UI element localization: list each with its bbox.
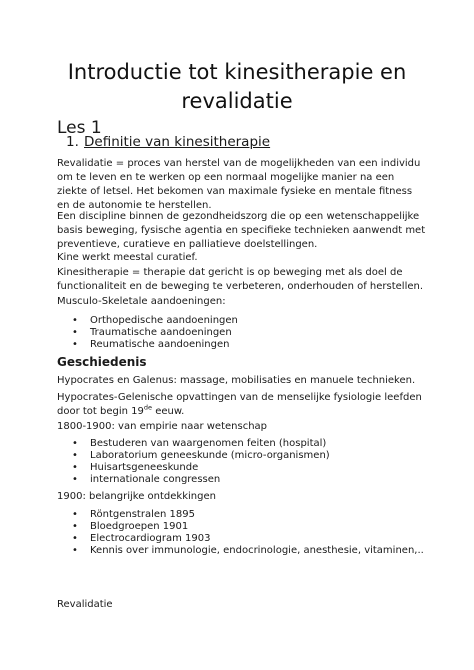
list-item (57, 474, 427, 486)
list-item (57, 509, 427, 521)
paragraph-hypocrates-galenus: Hypocrates en Galenus: massage, mobilisaties en manuele technieken. (57, 375, 416, 386)
document-title: Introductie tot kinesitherapie en revalidatie (67, 60, 407, 113)
bullet-icon: • (72, 474, 78, 485)
paragraph-opvattingen (57, 391, 427, 419)
paragraph-musculo-skeletaal: Musculo-Skeletale aandoeningen: (57, 296, 226, 307)
paragraph-revalidatie: Revalidatie = proces van herstel van de mogelijkheden van een individu om te leven en te werken op een normaal mogelijke manier na een ziekte of letsel. Het bekomen van maximale fysieke en mentale fitness en de autonomie te herstellen. (57, 158, 421, 211)
list-item-text: Bestuderen van waargenomen feiten (hospital) (90, 438, 327, 449)
bullet-icon: • (72, 339, 78, 350)
bullet-icon: • (72, 509, 78, 520)
paragraph-1800-1900: 1800-1900: van empirie naar wetenschap (57, 421, 268, 432)
list-item (57, 339, 427, 351)
paragraph-text: eeuw. (152, 406, 185, 417)
list-item (57, 521, 427, 533)
bullet-icon: • (72, 545, 78, 556)
list-item (57, 438, 427, 450)
bullet-icon: • (72, 315, 78, 326)
list-item-text: Orthopedische aandoeningen (90, 315, 238, 326)
list-item-text: Traumatische aandoeningen (90, 327, 232, 338)
list-item-text: Huisartsgeneeskunde (90, 462, 199, 473)
list-item-text: Reumatische aandoeningen (90, 339, 230, 350)
list-item-text: Röntgenstralen 1895 (90, 509, 195, 520)
bullet-icon: • (72, 521, 78, 532)
list-item (57, 545, 427, 557)
geschiedenis-heading: Geschiedenis (57, 355, 147, 369)
paragraph-text: Hypocrates-Gelenische opvattingen van de menselijke fysiologie leefden door tot begin 19 (57, 392, 422, 417)
list-item (57, 462, 427, 474)
bullet-icon: • (72, 450, 78, 461)
bullet-icon: • (72, 462, 78, 473)
bullet-icon: • (72, 533, 78, 544)
section-heading-definitie (66, 134, 270, 150)
list-ontdekkingen (57, 509, 427, 557)
list-item (57, 450, 427, 462)
section-label: Definitie van kinesitherapie (84, 134, 271, 150)
paragraph-1900: 1900: belangrijke ontdekkingen (57, 491, 216, 502)
superscript: de (143, 403, 153, 412)
list-item-text: Kennis over immunologie, endocrinologie, anesthesie, vitaminen,.. (90, 545, 424, 556)
list-item (57, 533, 427, 545)
paragraph-kinesitherapie: Kinesitherapie = therapie dat gericht is op beweging met als doel de functionaliteit en de beweging te verbeteren, onderhouden of herstellen. (57, 267, 424, 292)
bullet-icon: • (72, 438, 78, 449)
list-item-text: Laboratorium geneeskunde (micro-organismen) (90, 450, 330, 461)
list-item-text: Bloedgroepen 1901 (90, 521, 189, 532)
paragraph-discipline: Een discipline binnen de gezondheidszorg die op een wetenschappelijke basis beweging, fysische agentia en specifieke technieken aanwendt met preventieve, curatieve en palliatieve doelstellingen. (57, 211, 426, 250)
list-aandoeningen (57, 315, 427, 351)
section-number: 1. (66, 134, 79, 150)
list-wetenschap (57, 438, 427, 486)
bullet-icon: • (72, 327, 78, 338)
paragraph-kine-curatief: Kine werkt meestal curatief. (57, 252, 198, 263)
list-item (57, 327, 427, 339)
list-item (57, 315, 427, 327)
page-footer: Revalidatie (57, 599, 113, 610)
lesson-heading: Les 1 (57, 118, 102, 138)
list-item-text: internationale congressen (90, 474, 221, 485)
list-item-text: Electrocardiogram 1903 (90, 533, 211, 544)
